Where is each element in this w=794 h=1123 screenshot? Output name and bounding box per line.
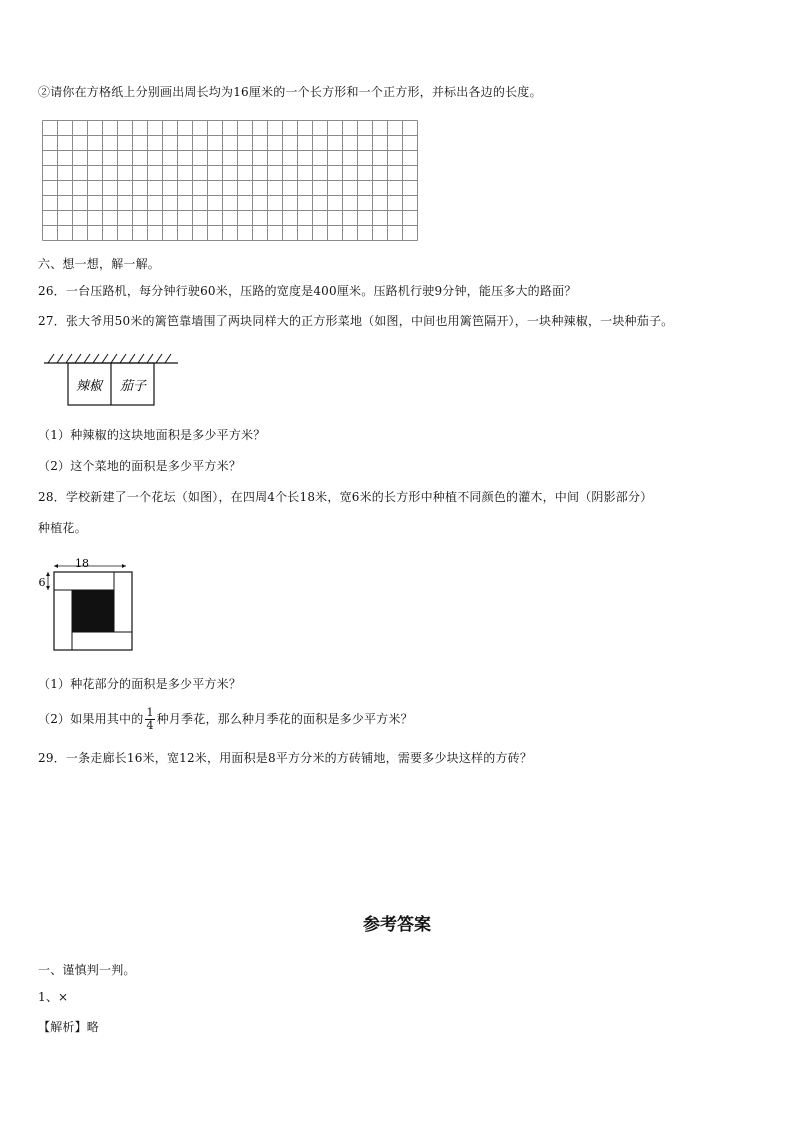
shaded-flower-area [72, 590, 114, 632]
width-label-6: 6 [38, 576, 46, 589]
q29-text: 29．一条走廊长16米，宽12米，用面积是8平方分米的方砖铺地，需要多少块这样的方砖？ [38, 751, 533, 765]
q28-sub2-prefix: （2）如果用其中的 [38, 712, 144, 726]
section6-title: 六、想一想，解一解。 [38, 257, 161, 271]
answers-heading: 参考答案 [363, 915, 431, 935]
length-label-18: 18 [75, 557, 89, 570]
answers-analysis: 【解析】略 [38, 1020, 100, 1034]
answers-item1: 1、× [38, 990, 69, 1004]
q28-sub1: （1）种花部分的面积是多少平方米？ [38, 677, 242, 691]
answers-section1: 一、谨慎判一判。 [38, 963, 136, 977]
q28-sub2 [38, 707, 413, 732]
q28-text-line2: 种植花。 [38, 521, 87, 535]
eggplant-plot-label: 茄子 [119, 379, 147, 394]
pepper-plot-label: 辣椒 [75, 379, 103, 394]
q27-sub1: （1）种辣椒的这块地面积是多少平方米？ [38, 428, 266, 442]
fraction-numerator: 1 [146, 706, 154, 719]
flower-bed-figure [38, 556, 134, 652]
right-rectangle [114, 572, 132, 632]
wall-hatching [48, 354, 171, 363]
top-rectangle [54, 572, 114, 590]
fraction-one-quarter [145, 707, 154, 732]
q25-part2-text: ②请你在方格纸上分别画出周长均为16厘米的一个长方形和一个正方形，并标出各边的长度。 [38, 85, 542, 99]
grid-paper [42, 120, 418, 242]
q28-text-line1: 28．学校新建了一个花坛（如图），在四周4个长18米，宽6米的长方形中种植不同颜色的灌木，中间（阴影部分） [38, 490, 653, 504]
left-rectangle [54, 590, 72, 650]
q26-text: 26．一台压路机，每分钟行驶60米，压路的宽度是400厘米。压路机行驶9分钟，能压多大的路面？ [38, 284, 577, 298]
q28-sub2-suffix: 种月季花，那么种月季花的面积是多少平方米？ [156, 712, 413, 726]
fraction-denominator: 4 [146, 719, 154, 732]
q27-sub2: （2）这个菜地的面积是多少平方米？ [38, 459, 242, 473]
bottom-rectangle [72, 632, 132, 650]
vegetable-garden-figure [44, 352, 178, 408]
q27-text: 27．张大爷用50米的篱笆靠墙围了两块同样大的正方形菜地（如图，中间也用篱笆隔开），一块种辣椒，一块种茄子。 [38, 314, 674, 328]
